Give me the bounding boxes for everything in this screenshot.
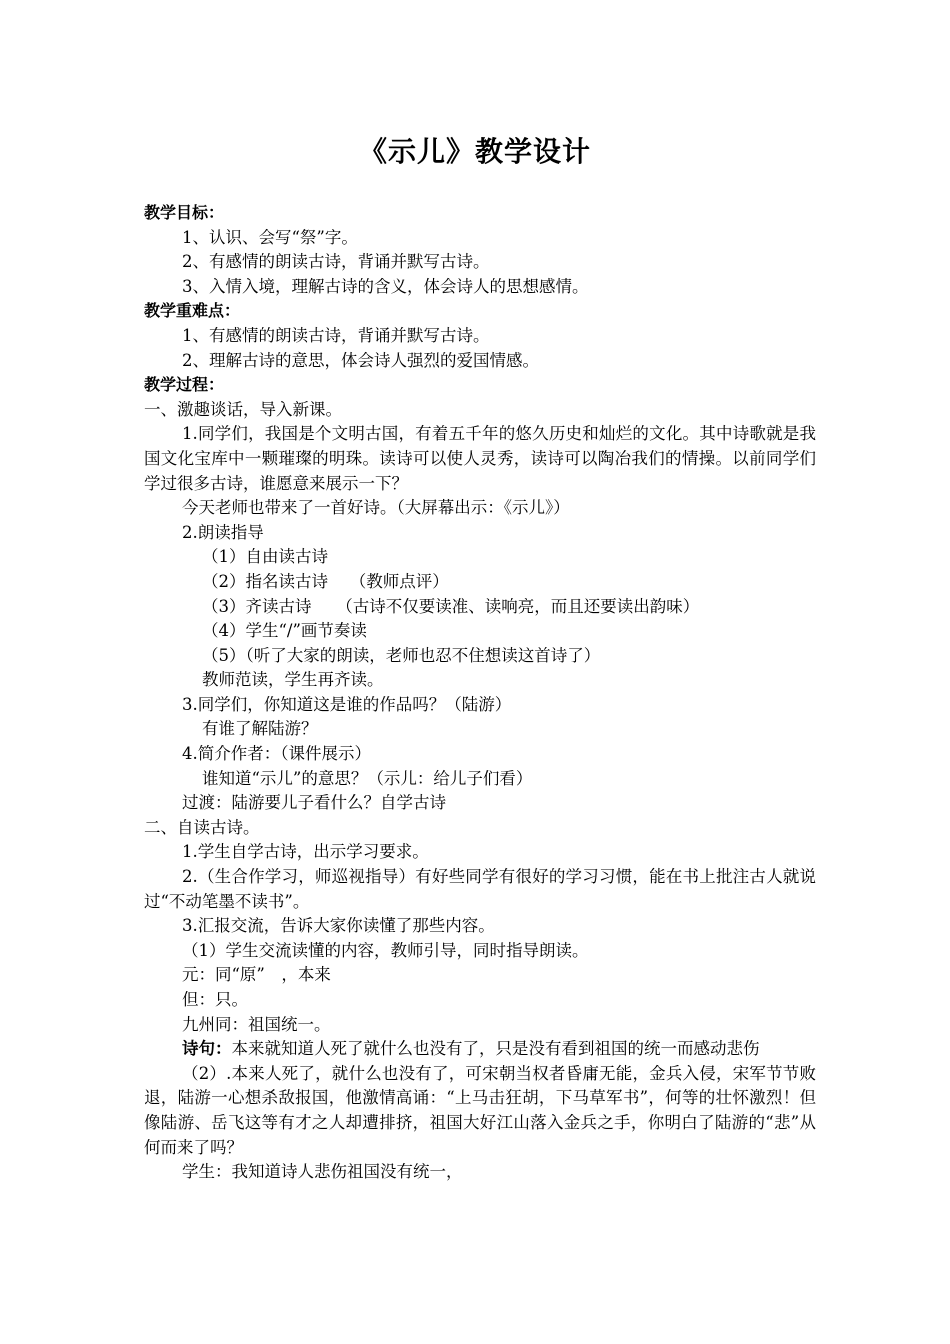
goals-heading: 教学目标： — [144, 203, 225, 222]
gloss-item: 元：同“原” ，本来 — [182, 965, 331, 985]
reading-step: （2）指名读古诗 （教师点评） — [202, 571, 449, 591]
paragraph: 过渡：陆游要儿子看什么？自学古诗 — [182, 793, 446, 813]
paragraph: 1.同学们，我国是个文明古国，有着五千年的悠久历史和灿烂的文化。其中诗歌就是我国文化宝库中一颗璀璨的明珠。读诗可以使人灵秀，读诗可以陶冶我们的情操。以前同学们学过很多古诗，谁愿意来展示一下？ — [144, 424, 816, 493]
section-heading: 一、激趣谈话，导入新课。 — [144, 399, 342, 419]
document-body — [144, 201, 816, 1185]
document-title: 《示儿》教学设计 — [358, 135, 591, 168]
process-heading: 教学过程： — [144, 375, 225, 395]
paragraph: 2.朗读指导 — [182, 522, 264, 542]
key-points-heading: 教学重难点： — [144, 301, 241, 321]
paragraph: 3.同学们，你知道这是谁的作品吗？（陆游） — [182, 694, 512, 714]
reading-step: 教师范读，学生再齐读。 — [202, 670, 384, 690]
paragraph: 谁知道“示儿”的意思？（示儿：给儿子们看） — [202, 768, 533, 788]
reading-step: （3）齐读古诗 （古诗不仅要读准、读响亮，而且还要读出韵味） — [202, 596, 700, 616]
section-heading: 二、自读古诗。 — [144, 817, 260, 837]
gloss-item: 九州同：祖国统一。 — [182, 1014, 331, 1034]
paragraph: 学生：我知道诗人悲伤祖国没有统一， — [182, 1162, 463, 1182]
paragraph: 有谁了解陆游？ — [202, 719, 318, 739]
paragraph: 1.学生自学古诗，出示学习要求。 — [182, 842, 429, 862]
reading-step: （1）自由读古诗 — [202, 547, 328, 567]
gloss-item: 但：只。 — [182, 990, 248, 1009]
goal-item: 2、有感情的朗读古诗，背诵并默写古诗。 — [182, 252, 490, 272]
key-point-item: 2、理解古诗的意思，体会诗人强烈的爱国情感。 — [182, 350, 539, 370]
reading-step: （5）（听了大家的朗读，老师也忍不住想读这首诗了） — [202, 645, 601, 665]
paragraph: 4.简介作者：（课件展示） — [182, 744, 371, 764]
goal-item: 3、入情入境，理解古诗的含义，体会诗人的思想感情。 — [182, 276, 589, 296]
paragraph: 3.汇报交流，告诉大家你读懂了那些内容。 — [182, 916, 495, 936]
paragraph: （2）.本来人死了，就什么也没有了，可宋朝当权者昏庸无能，金兵入侵，宋军节节败退，陆游一心想杀敌报国，他激情高诵：“上马击狂胡，下马草军书”，何等的壮怀激烈！但像陆游、岳飞这等有才之人却遭排挤，祖国大好江山落入金兵之手，你明白了陆游的“悲”从何而来了吗？ — [144, 1063, 816, 1157]
verse-label: 诗句： — [182, 1039, 232, 1059]
goal-item: 1、认识、会写“祭”字。 — [182, 227, 358, 247]
paragraph: 2.（生合作学习，师巡视指导）有好些同学有很好的学习习惯，能在书上批注古人就说过“不动笔墨不读书”。 — [144, 867, 816, 911]
verse-paragraph — [144, 1037, 816, 1062]
paragraph: （1）学生交流读懂的内容，教师引导，同时指导朗读。 — [182, 940, 589, 960]
key-point-item: 1、有感情的朗读古诗，背诵并默写古诗。 — [182, 325, 490, 345]
paragraph: 今天老师也带来了一首好诗。（大屏幕出示：《示儿》） — [182, 498, 570, 518]
verse-text: 本来就知道人死了就什么也没有了，只是没有看到祖国的统一而感动悲伤 — [231, 1039, 760, 1059]
reading-step: （4）学生“/”画节奏读 — [202, 621, 367, 641]
